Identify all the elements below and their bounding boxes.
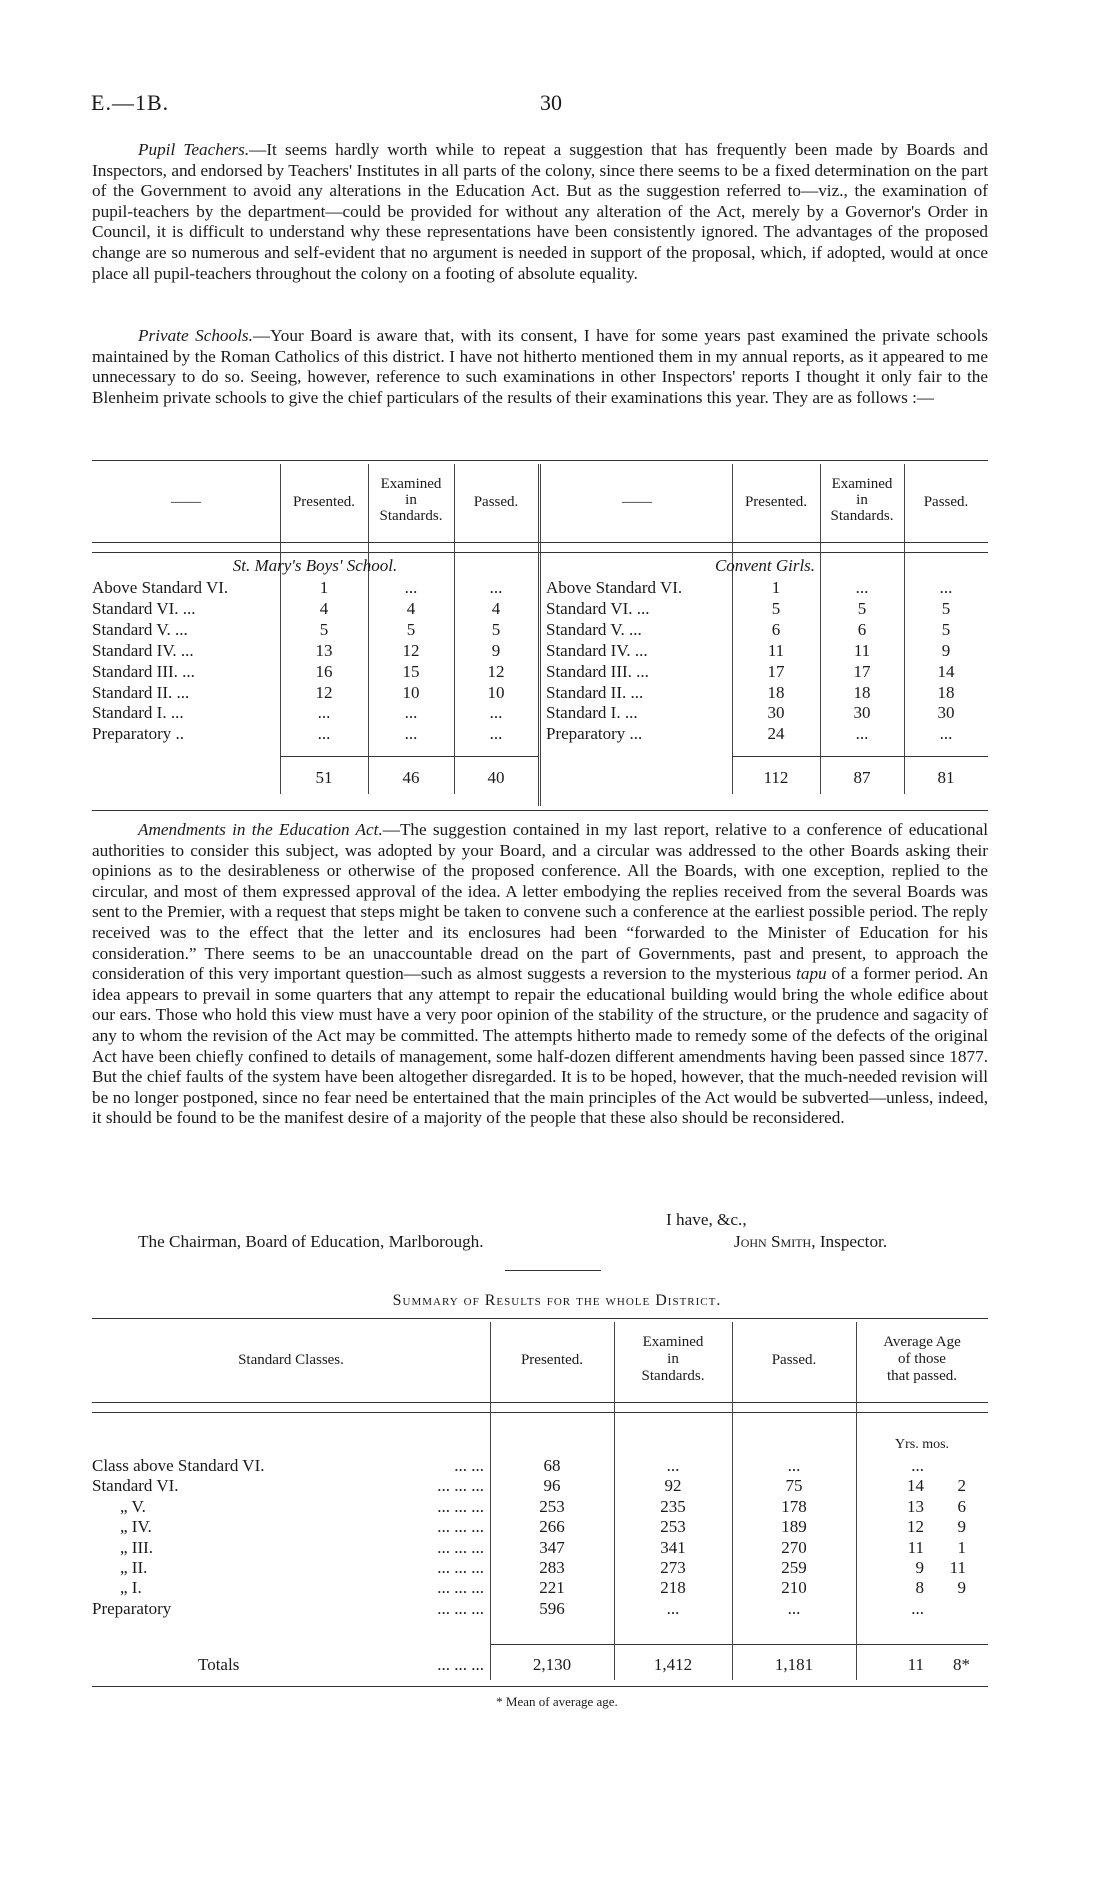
right-presented-header: Presented. bbox=[744, 494, 808, 510]
total-presented-cell: 51 bbox=[315, 768, 333, 787]
age-months-cell: 2 bbox=[957, 1476, 966, 1496]
passed-cell: 12 bbox=[487, 661, 505, 681]
presented-cell: 6 bbox=[771, 619, 781, 639]
presented-cell: 5 bbox=[319, 619, 329, 639]
age-years-cell: ... bbox=[911, 1456, 924, 1475]
age-years-cell: 8 bbox=[915, 1578, 924, 1598]
total-passed-cell: 40 bbox=[487, 768, 505, 787]
row-label: Standard V. ... bbox=[546, 619, 642, 639]
table-rule bbox=[92, 1402, 988, 1403]
summary-examined-cell: 341 bbox=[660, 1537, 686, 1557]
summary-row-label: „ II. bbox=[120, 1558, 148, 1577]
examined-cell: 6 bbox=[857, 619, 867, 639]
left-examined-header: Examined in Standards. bbox=[379, 476, 443, 524]
summary-examined-cell: 92 bbox=[664, 1476, 682, 1496]
summary-row-label: Standard VI. bbox=[92, 1476, 179, 1496]
summary-row-label: „ V. bbox=[120, 1496, 146, 1516]
examined-cell: ... bbox=[855, 578, 869, 597]
footnote: * Mean of average age. bbox=[496, 1694, 618, 1709]
passed-cell: 10 bbox=[487, 682, 505, 702]
leader-dots: ... ... bbox=[454, 1456, 484, 1475]
total-passed-cell: 81 bbox=[937, 768, 955, 787]
leader-dots: ... ... ... bbox=[437, 1537, 484, 1557]
pupil-teachers-text: —It seems hardly worth while to repeat a suggestion that has frequently been made by Boards and Inspectors, and endorsed by Teachers' Institutes in all parts of the colony, since there seems to be a fixed determination on the part of the Government to avoid any alterations in the Education Act. But as the suggestion referred to—viz., the examination of pupil-teachers by the department—could be provided for without any alteration of the Act, merely by a Governor's Order in Council, it is difficult to understand why these representations have been consistently ignored. The advantages of the proposed change are so numerous and self-evident that no argument is needed in support of the proposal, which, if adopted, would at once place all pupil-teachers throughout the colony on a footing of absolute equality. bbox=[92, 140, 988, 283]
age-years-cell: 14 bbox=[907, 1476, 924, 1496]
signature: John Smith, Inspector. bbox=[734, 1232, 888, 1251]
left-dash: —— bbox=[171, 494, 201, 510]
age-years-cell: 11 bbox=[907, 1537, 924, 1557]
classes-header: Standard Classes. bbox=[238, 1352, 344, 1368]
examined-cell: 30 bbox=[853, 703, 871, 723]
presented-cell: 1 bbox=[319, 578, 329, 597]
summary-presented-cell: 253 bbox=[539, 1496, 565, 1516]
total-presented-cell: 112 bbox=[763, 768, 789, 787]
amendments-text-b: of a former period. An idea appears to prevail in some quarters that any attempt to repair the educational building would bring the whole edifice about our ears. Those who hold this view must have a very poor opinion of the stability of the structure, or the prudence and sagacity of any to whom the revision of the Act may be committed. The attempts hitherto made to remedy some of the defects of the original Act have been chiefly confined to details of management, some half-dozen different amendments having been passed since 1877. But the chief faults of the system have been altogether disregarded. It is to be hoped, however, that the much-needed revision will be no longer postponed, since no fear need be entertained that the main principles of the Act would be subverted—unless, indeed, it should be found to be the manifest desire of a majority of the people that these also should be reconsidered. bbox=[92, 964, 988, 1128]
amendments-heading: Amendments in the Education Act. bbox=[138, 820, 383, 839]
passed-cell: 5 bbox=[941, 619, 951, 639]
table-rule bbox=[92, 810, 988, 811]
report-code: E.—1B. bbox=[91, 90, 170, 115]
left-passed-header: Passed. bbox=[473, 494, 519, 510]
private-schools-table bbox=[92, 460, 988, 812]
leader-dots: ... ... ... bbox=[437, 1558, 484, 1577]
summary-examined-cell: ... bbox=[666, 1456, 680, 1475]
passed-cell: 18 bbox=[937, 682, 955, 702]
totals-label: Totals bbox=[198, 1655, 240, 1674]
right-passed-header: Passed. bbox=[923, 494, 969, 510]
summary-presented-cell: 266 bbox=[539, 1517, 565, 1537]
examined-cell: 4 bbox=[406, 598, 416, 618]
total-age-months-cell: 8* bbox=[953, 1655, 970, 1674]
examined-cell: 5 bbox=[857, 598, 867, 618]
presented-cell: ... bbox=[317, 724, 331, 744]
passed-cell: ... bbox=[939, 578, 953, 597]
passed-cell: ... bbox=[489, 724, 503, 744]
summary-examined-cell: 218 bbox=[660, 1578, 686, 1598]
summary-presented-cell: 221 bbox=[539, 1578, 565, 1598]
summary-passed-cell: ... bbox=[787, 1456, 801, 1475]
table-rule bbox=[92, 1318, 988, 1319]
leader-dots: ... ... ... bbox=[437, 1496, 484, 1516]
right-dash: —— bbox=[622, 494, 652, 510]
passed-cell: 30 bbox=[937, 703, 955, 723]
closing: I have, &c., bbox=[666, 1210, 747, 1229]
passed-cell: 9 bbox=[491, 640, 501, 660]
presented-cell: 30 bbox=[767, 703, 785, 723]
summary-examined-cell: 253 bbox=[660, 1517, 686, 1537]
row-label: Above Standard VI. bbox=[92, 578, 229, 597]
summary-presented-cell: 596 bbox=[539, 1598, 565, 1618]
summary-title: Summary of Results for the whole District. bbox=[392, 1292, 722, 1309]
passed-cell: 5 bbox=[491, 619, 501, 639]
summary-passed-cell: 75 bbox=[785, 1476, 803, 1496]
total-examined-cell: 87 bbox=[853, 768, 871, 787]
table-rule bbox=[92, 1412, 988, 1413]
row-label: Standard VI. ... bbox=[92, 598, 196, 618]
presented-cell: 16 bbox=[315, 661, 333, 681]
private-schools-paragraph bbox=[92, 326, 988, 408]
total-examined-cell: 46 bbox=[402, 768, 420, 787]
summary-examined-cell: ... bbox=[666, 1598, 680, 1618]
examined-cell: 10 bbox=[402, 682, 420, 702]
passed-cell: ... bbox=[489, 703, 503, 723]
age-years-cell: 13 bbox=[907, 1496, 924, 1516]
totals-rule bbox=[490, 1644, 988, 1645]
summary-passed-cell: 270 bbox=[781, 1537, 807, 1557]
examined-cell: 17 bbox=[853, 661, 871, 681]
right-school-title: Convent Girls. bbox=[714, 556, 816, 575]
page-number: 30 bbox=[540, 90, 562, 115]
table-rule bbox=[92, 1686, 988, 1687]
presented-header: Presented. bbox=[520, 1352, 584, 1368]
pupil-teachers-heading: Pupil Teachers. bbox=[138, 140, 250, 159]
examined-cell: 18 bbox=[853, 682, 871, 702]
summary-presented-cell: 283 bbox=[539, 1558, 565, 1577]
leader-dots: ... ... ... bbox=[437, 1655, 484, 1674]
summary-row-label: Preparatory bbox=[92, 1598, 172, 1618]
left-presented-header: Presented. bbox=[292, 494, 356, 510]
amendments-text-a: —The suggestion contained in my last report, relative to a conference of educational authorities to consider this subject, was adopted by your Board, and a circular was addressed to the other Boards asking their opinions as to the desirableness or otherwise of the proposed conference. All the Boards, with one exception, replied to the circular, and most of them expressed approval of the idea. A letter embodying the replies received from the several Boards was sent to the Premier, with a request that steps might be taken to convene such a conference at the earliest possible period. The reply received was to the effect that the letter and its enclosures had been “forwarded to the Minister of Education for his consideration.” There seems to be an unaccountable dread on the part of Governments, past and present, to approach the consideration of this very important question—such as almost suggests a reversion to the mysterious bbox=[92, 820, 988, 984]
summary-presented-cell: 68 bbox=[543, 1456, 561, 1475]
examined-cell: 11 bbox=[853, 640, 871, 660]
summary-passed-cell: 178 bbox=[781, 1496, 807, 1516]
presented-cell: 1 bbox=[771, 578, 781, 597]
examined-cell: 5 bbox=[406, 619, 416, 639]
summary-total-presented-cell: 2,130 bbox=[532, 1655, 572, 1674]
summary-table bbox=[92, 1318, 988, 1688]
right-examined-header: Examined in Standards. bbox=[830, 476, 894, 524]
examined-cell: ... bbox=[404, 724, 418, 744]
row-label: Standard V. ... bbox=[92, 619, 188, 639]
totals-rule bbox=[280, 756, 538, 757]
presented-cell: 24 bbox=[767, 724, 785, 744]
presented-cell: 5 bbox=[771, 598, 781, 618]
summary-passed-cell: 189 bbox=[781, 1517, 807, 1537]
presented-cell: ... bbox=[317, 703, 331, 723]
presented-cell: 4 bbox=[319, 598, 329, 618]
summary-passed-cell: 259 bbox=[781, 1558, 807, 1577]
average-age-header: Average Age of those that passed. bbox=[883, 1334, 961, 1384]
row-label: Above Standard VI. bbox=[546, 578, 683, 597]
summary-total-passed-cell: 1,181 bbox=[774, 1655, 814, 1674]
left-school-title: St. Mary's Boys' School. bbox=[232, 556, 398, 575]
leader-dots: ... ... ... bbox=[437, 1476, 484, 1496]
private-schools-text: —Your Board is aware that, with its consent, I have for some years past examined the private schools maintained by the Roman Catholics of this district. I have not hitherto mentioned them in my annual reports, as it appeared to me unnecessary to do so. Seeing, however, reference to such examinations in other Inspectors' reports I thought it only fair to the Blenheim private schools to give the chief particulars of the results of their examinations this year. They are as follows :— bbox=[92, 326, 988, 407]
row-label: Preparatory ... bbox=[546, 724, 643, 744]
age-months-cell: 11 bbox=[949, 1558, 966, 1577]
presented-cell: 11 bbox=[767, 640, 785, 660]
addressee: The Chairman, Board of Education, Marlborough. bbox=[138, 1232, 484, 1251]
examined-cell: 12 bbox=[402, 640, 420, 660]
age-months-cell: 9 bbox=[957, 1578, 966, 1598]
examined-cell: 15 bbox=[402, 661, 420, 681]
summary-examined-cell: 235 bbox=[660, 1496, 686, 1516]
table-rule bbox=[92, 460, 988, 461]
section-rule bbox=[505, 1270, 601, 1271]
row-label: Standard II. ... bbox=[92, 682, 190, 702]
summary-passed-cell: 210 bbox=[781, 1578, 807, 1598]
row-label: Preparatory .. bbox=[92, 724, 185, 744]
age-months-cell: 6 bbox=[957, 1496, 966, 1516]
summary-row-label: „ I. bbox=[120, 1578, 142, 1598]
presented-cell: 17 bbox=[767, 661, 785, 681]
row-label: Standard IV. ... bbox=[546, 640, 648, 660]
row-label: Standard IV. ... bbox=[92, 640, 194, 660]
summary-row-label: „ IV. bbox=[120, 1517, 152, 1537]
summary-passed-cell: ... bbox=[787, 1598, 801, 1618]
age-months-cell: 1 bbox=[957, 1537, 966, 1557]
leader-dots: ... ... ... bbox=[437, 1598, 484, 1618]
summary-examined-cell: 273 bbox=[660, 1558, 686, 1577]
row-label: Standard I. ... bbox=[546, 703, 638, 723]
examined-cell: ... bbox=[404, 703, 418, 723]
presented-cell: 18 bbox=[767, 682, 785, 702]
summary-presented-cell: 347 bbox=[539, 1537, 565, 1557]
passed-header: Passed. bbox=[771, 1352, 817, 1368]
age-years-cell: ... bbox=[911, 1598, 924, 1618]
summary-total-examined-cell: 1,412 bbox=[653, 1655, 693, 1674]
row-label: Standard III. ... bbox=[92, 661, 195, 681]
age-units: Yrs. mos. bbox=[894, 1437, 950, 1452]
examined-cell: ... bbox=[855, 724, 869, 744]
age-years-cell: 12 bbox=[907, 1517, 924, 1537]
tapu-word: tapu bbox=[796, 964, 827, 984]
total-age-years-cell: 11 bbox=[907, 1655, 924, 1674]
passed-cell: ... bbox=[939, 724, 953, 744]
passed-cell: ... bbox=[489, 578, 503, 597]
pupil-teachers-paragraph bbox=[92, 140, 988, 284]
row-label: Standard VI. ... bbox=[546, 598, 650, 618]
presented-cell: 13 bbox=[315, 640, 333, 660]
examined-cell: ... bbox=[404, 578, 418, 597]
age-months-cell: 9 bbox=[957, 1517, 966, 1537]
leader-dots: ... ... ... bbox=[437, 1517, 484, 1537]
summary-presented-cell: 96 bbox=[543, 1476, 561, 1496]
totals-rule bbox=[732, 756, 988, 757]
summary-row-label: „ III. bbox=[120, 1537, 154, 1557]
row-label: Standard II. ... bbox=[546, 682, 644, 702]
center-double-rule bbox=[538, 464, 541, 806]
examined-header: Examined in Standards. bbox=[641, 1334, 705, 1384]
presented-cell: 12 bbox=[315, 682, 333, 702]
leader-dots: ... ... ... bbox=[437, 1578, 484, 1598]
amendments-paragraph bbox=[92, 820, 988, 1129]
passed-cell: 9 bbox=[941, 640, 951, 660]
passed-cell: 4 bbox=[491, 598, 501, 618]
passed-cell: 5 bbox=[941, 598, 951, 618]
passed-cell: 14 bbox=[937, 661, 955, 681]
row-label: Standard III. ... bbox=[546, 661, 649, 681]
private-schools-heading: Private Schools. bbox=[138, 326, 253, 345]
age-years-cell: 9 bbox=[915, 1558, 924, 1577]
summary-row-label: Class above Standard VI. bbox=[92, 1456, 265, 1475]
row-label: Standard I. ... bbox=[92, 703, 184, 723]
